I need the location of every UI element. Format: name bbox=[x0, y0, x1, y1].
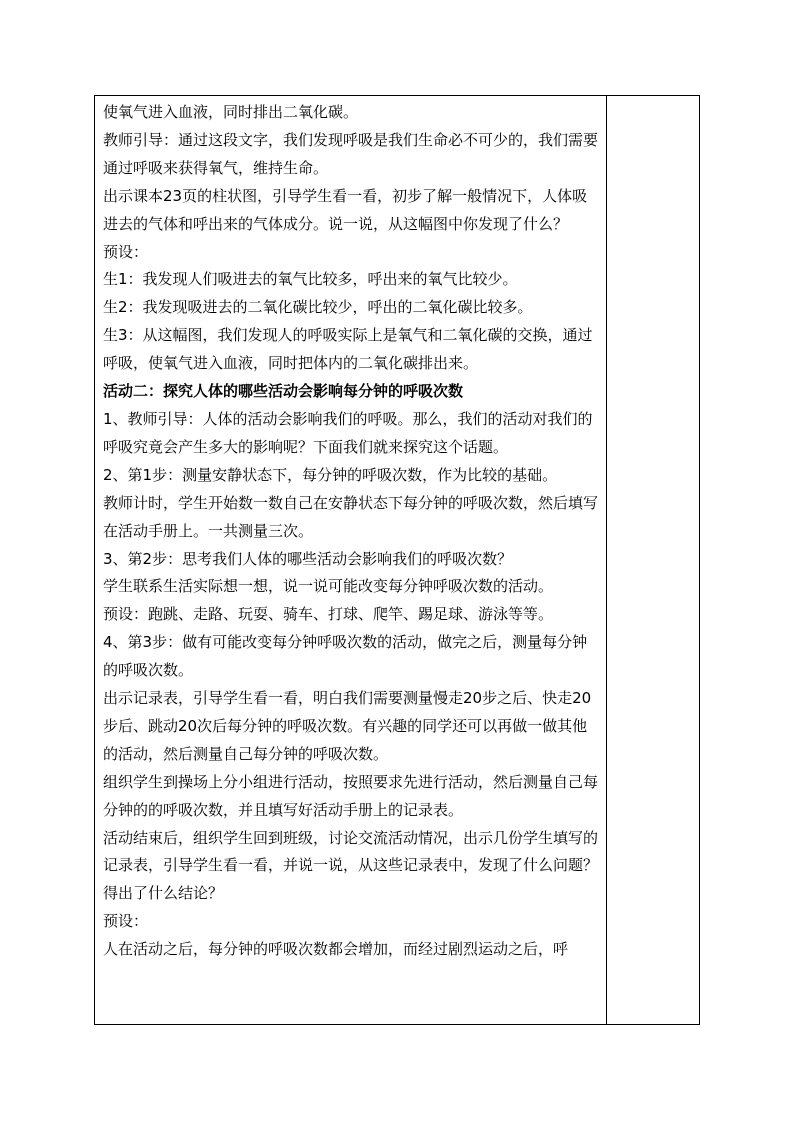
paragraph: 学生联系生活实际想一想，说一说可能改变每分钟呼吸次数的活动。 bbox=[103, 577, 554, 596]
notes-column-cell bbox=[607, 96, 699, 1024]
paragraph: 教师计时，学生开始数一数自己在安静状态下每分钟的呼吸次数，然后填写在活动手册上。一共测量三次。 bbox=[103, 493, 599, 540]
paragraph: 3、第2步：思考我们人体的哪些活动会影响我们的呼吸次数？ bbox=[103, 549, 513, 568]
paragraph: 人在活动之后，每分钟的呼吸次数都会增加，而经过剧烈运动之后，呼 bbox=[103, 940, 569, 959]
paragraph: 教师引导：通过这段文字，我们发现呼吸是我们生命必不可少的，我们需要通过呼吸来获得氧气，维持生命。 bbox=[103, 130, 599, 177]
paragraph: 出示课本23页的柱状图，引导学生看一看，初步了解一般情况下，人体吸进去的气体和呼出来的气体成分。说一说，从这幅图中你发现了什么？ bbox=[103, 186, 588, 233]
paragraph: 使氧气进入血液，同时排出二氧化碳。 bbox=[103, 103, 359, 121]
lesson-content-cell bbox=[95, 96, 607, 1024]
paragraph: 生2：我发现吸进去的二氧化碳比较少，呼出的二氧化碳比较多。 bbox=[103, 298, 533, 317]
paragraph: 活动结束后，组织学生回到班级，讨论交流活动情况，出示几份学生填写的记录表，引导学生看一看，并说一说，从这些记录表中，发现了什么问题？得出了什么结论？ bbox=[103, 828, 599, 903]
paragraph: 4、第3步：做有可能改变每分钟呼吸次数的活动，做完之后，测量每分钟的呼吸次数。 bbox=[103, 633, 588, 680]
paragraph: 2、第1步：测量安静状态下，每分钟的呼吸次数，作为比较的基础。 bbox=[103, 465, 558, 484]
paragraph: 预设：跑跳、走路、玩耍、骑车、打球、爬竿、踢足球、游泳等等。 bbox=[103, 605, 554, 624]
paragraph: 生1：我发现人们吸进去的氧气比较多，呼出来的氧气比较少。 bbox=[103, 270, 518, 289]
lesson-plan-table bbox=[94, 95, 700, 1025]
paragraph: 预设： bbox=[103, 912, 149, 931]
paragraph: 组织学生到操场上分小组进行活动，按照要求先进行活动，然后测量自己每分钟的的呼吸次数，并且填写好活动手册上的记录表。 bbox=[103, 772, 599, 819]
paragraph: 1、教师引导：人体的活动会影响我们的呼吸。那么，我们的活动对我们的呼吸究竟会产生多大的影响呢？下面我们就来探究这个话题。 bbox=[103, 409, 593, 456]
paragraph: 预设： bbox=[103, 242, 149, 261]
section-heading: 活动二：探究人体的哪些活动会影响每分钟的呼吸次数 bbox=[103, 382, 464, 401]
paragraph: 出示记录表，引导学生看一看，明白我们需要测量慢走20步之后、快走20步后、跳动20次后每分钟的呼吸次数。有兴趣的同学还可以再做一做其他的活动，然后测量自己每分钟的呼吸次数。 bbox=[103, 689, 592, 763]
paragraph: 生3：从这幅图，我们发现人的呼吸实际上是氧气和二氧化碳的交换，通过呼吸，使氧气进入血液，同时把体内的二氧化碳排出来。 bbox=[103, 326, 593, 373]
